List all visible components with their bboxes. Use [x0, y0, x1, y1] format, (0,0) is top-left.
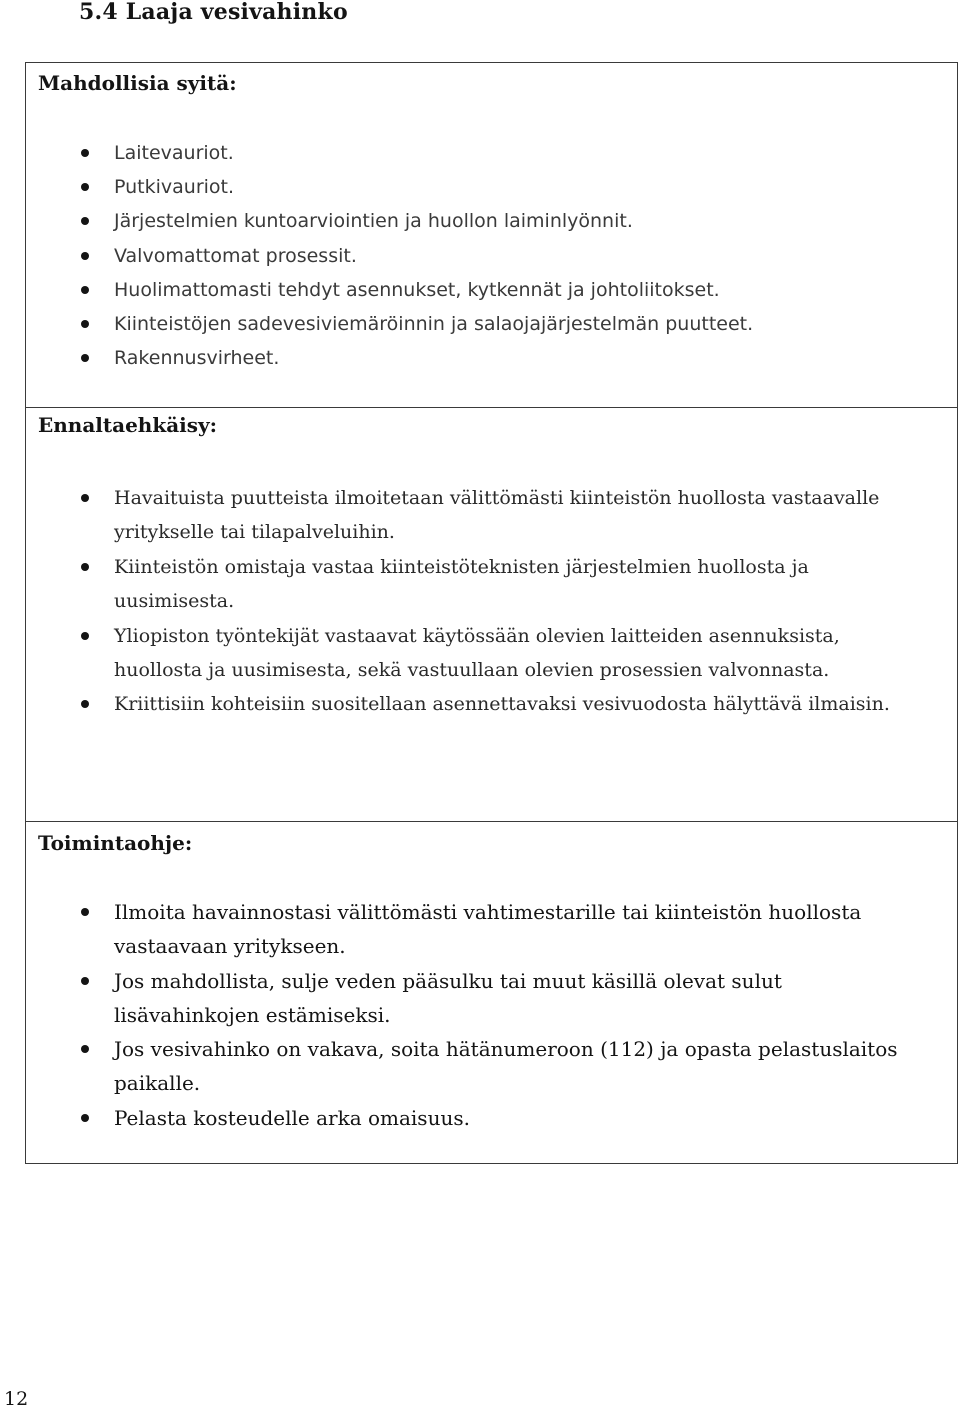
section-possible-causes [26, 63, 957, 407]
bullet-icon [81, 632, 89, 640]
list-item-text: Yliopiston työntekijät vastaavat käytössään olevien laitteiden asennuksista, huollosta ja uusimisesta, sekä vastuullaan olevien prosessien valvonnasta. [114, 624, 840, 682]
list-item [26, 687, 906, 721]
bullet-list [26, 895, 906, 1135]
list-item-text: Jos vesivahinko on vakava, soita hätänumeroon (112) ja opasta pelastuslaitos paikalle. [114, 1037, 898, 1096]
bullet-icon [81, 1045, 89, 1053]
bullet-list [26, 136, 906, 375]
bullet-icon [81, 494, 89, 502]
list-item [26, 239, 906, 273]
list-item-text: Kriittisiin kohteisiin suositellaan asennettavaksi vesivuodosta hälyttävä ilmaisin. [114, 693, 890, 716]
list-item-text: Jos mahdollista, sulje veden pääsulku tai muut käsillä olevat sulut lisävahinkojen estämiseksi. [114, 968, 782, 1027]
list-item [26, 964, 906, 1033]
list-item [26, 619, 906, 688]
bullet-icon [81, 286, 89, 294]
page-heading: 5.4 Laaja vesivahinko [79, 0, 348, 25]
list-item [26, 307, 906, 341]
list-item [26, 170, 906, 204]
list-item-text: Ilmoita havainnostasi välittömästi vahtimestarille tai kiinteistön huollosta vastaavaan yritykseen. [114, 900, 862, 959]
list-item-text: Rakennusvirheet. [114, 347, 280, 370]
list-item [26, 204, 906, 238]
list-item-text: Pelasta kosteudelle arka omaisuus. [114, 1105, 470, 1130]
list-item [26, 136, 906, 170]
list-item [26, 273, 906, 307]
page-number: 12 [4, 1388, 29, 1410]
list-item [26, 341, 906, 375]
bullet-icon [81, 700, 89, 708]
bullet-icon [81, 977, 89, 985]
list-item [26, 895, 906, 964]
content-table [25, 62, 958, 1164]
bullet-icon [81, 908, 89, 916]
section-title: Toimintaohje: [38, 831, 193, 855]
list-item-text: Valvomattomat prosessit. [114, 244, 357, 267]
list-item-text: Huolimattomasti tehdyt asennukset, kytkennät ja johtoliitokset. [114, 278, 720, 301]
list-item-text: Kiinteistön omistaja vastaa kiinteistöteknisten järjestelmien huollosta ja uusimisesta. [114, 555, 809, 613]
bullet-icon [81, 354, 89, 362]
list-item-text: Havaituista puutteista ilmoitetaan välittömästi kiinteistön huollosta vastaavalle yritykselle tai tilapalveluihin. [114, 487, 880, 544]
bullet-icon [81, 183, 89, 191]
list-item [26, 1101, 906, 1135]
bullet-icon [81, 563, 89, 571]
bullet-icon [81, 149, 89, 157]
list-item [26, 481, 906, 550]
section-prevention [26, 407, 957, 821]
section-title: Ennaltaehkäisy: [38, 413, 218, 437]
bullet-icon [81, 1114, 89, 1122]
list-item [26, 1032, 906, 1101]
section-title: Mahdollisia syitä: [38, 71, 237, 95]
list-item-text: Putkivauriot. [114, 176, 235, 199]
bullet-icon [81, 217, 89, 225]
bullet-icon [81, 320, 89, 328]
section-instructions [26, 821, 957, 1163]
list-item-text: Laitevauriot. [114, 142, 234, 164]
bullet-icon [81, 252, 89, 260]
bullet-list [26, 481, 906, 722]
list-item [26, 550, 906, 619]
list-item-text: Järjestelmien kuntoarviointien ja huollon laiminlyönnit. [114, 210, 633, 233]
list-item-text: Kiinteistöjen sadevesiviemäröinnin ja salaojajärjestelmän puutteet. [114, 313, 754, 336]
